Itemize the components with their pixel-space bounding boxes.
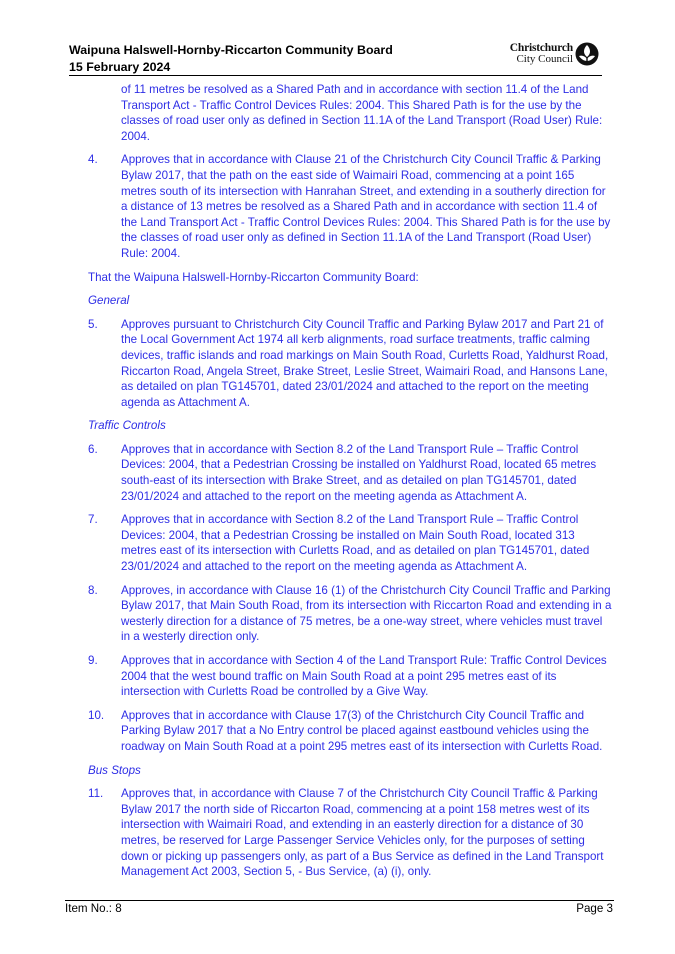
- item-text: Approves, in accordance with Clause 16 (1) of the Christchurch City Council Traffic and Parking Bylaw 2017, that Main South Road, from its intersection with Riccarton Road and extending in a westerly direction for a distance of 75 metres, be a one-way street, where vehicles must travel in a westerly direction only.: [121, 583, 612, 644]
- item-number: 9.: [88, 654, 98, 667]
- page-header: [69, 42, 599, 84]
- christchurch-leaf-logo-icon: [575, 42, 599, 66]
- item-text: Approves that in accordance with Clause 21 of the Christchurch City Council Traffic & Parking Bylaw 2017, that the path on the east side of Waimairi Road, commencing at a point 165 metres south of its intersection with Hanrahan Street, and extending in a southerly direction for a distance of 13 metres be resolved as a Shared Path and in accordance with section 11.4 of the Land Transport Act - Traffic Control Devices Rules: 2004. This Shared Path is for the use by the classes of road user only as defined in Section 11.1A of the Land Transport (Road User) Rule: 2004.: [121, 153, 611, 260]
- section-heading-general: General: [88, 294, 130, 308]
- item-text: Approves that in accordance with Clause 17(3) of the Christchurch City Council Traffic and Parking Bylaw 2017 that a No Entry control be placed against eastbound vehicles using the roadway on Main South Road at a point 295 metres east of its intersection with Curletts Road.: [121, 708, 603, 753]
- header-divider: [69, 75, 602, 76]
- item-text: Approves that in accordance with Section 4 of the Land Transport Rule: Traffic Control Devices 2004 that the west bound traffic on Main South Road at a point 295 metres east of its intersection with Curletts Road be controlled by a Give Way.: [121, 654, 607, 699]
- item-text: Approves that in accordance with Section 8.2 of the Land Transport Rule – Traffic Control Devices: 2004, that a Pedestrian Crossing be installed on Yaldhurst Road, located 65 metres south-east of its intersection with Brake Street, and as detailed on plan TG145701, dated 23/01/2024 and attached to the report on the meeting agenda as Attachment A.: [121, 442, 597, 503]
- item-number: 6.: [88, 442, 98, 456]
- section-heading-traffic-controls: Traffic Controls: [88, 419, 166, 433]
- list-item: [88, 152, 612, 261]
- item-text: Approves that, in accordance with Clause 7 of the Christchurch City Council Traffic & Parking Bylaw 2017 the north side of Riccarton Road, commencing at a point 158 metres west of its intersection with Waimairi Road, and extending in an easterly direction for a distance of 30 metres, be reserved for Large Passenger Service Vehicles only, for the purposes of setting down or picking up passengers only, as part of a Bus Service as defined in the Land Transport Management Act 2003, Section 5, - Bus Service, (a) (i), only.: [121, 787, 604, 879]
- logo-text-line1: Christchurch: [509, 42, 573, 54]
- item-number: 5.: [88, 317, 98, 331]
- item-text: Approves pursuant to Christchurch City Council Traffic and Parking Bylaw 2017 and Part 21 of the Local Government Act 1974 all kerb alignments, road surface treatments, traffic calming devices, traffic islands and road markings on Main South Road, Curletts Road, Yaldhurst Road, Riccarton Road, Angela Street, Brake Street, Leslie Street, Waimairi Road, and Hansons Lane, as detailed on plan TG145701, dated 23/01/2024 and attached to the report on the meeting agenda as Attachment A.: [121, 317, 609, 409]
- list-item: [88, 317, 612, 411]
- item-number: 10.: [88, 708, 105, 722]
- item-text: Approves that in accordance with Section 8.2 of the Land Transport Rule – Traffic Control Devices: 2004, that a Pedestrian Crossing be installed on Main South Road, located 313 metres east of its intersection with Curletts Road, and as detailed on plan TG145701, dated 23/01/2024 and attached to the report on the meeting agenda as Attachment A.: [121, 513, 590, 574]
- item-number: 4.: [88, 153, 98, 167]
- list-item: [88, 512, 612, 574]
- list-item: [88, 653, 612, 700]
- logo-text-line2: City Council: [516, 53, 573, 65]
- item-number: 8.: [88, 583, 98, 597]
- list-item: [88, 708, 612, 755]
- item-number: 11.: [88, 787, 104, 801]
- list-item: [88, 583, 612, 645]
- list-item: [88, 786, 612, 880]
- continued-paragraph: of 11 metres be resolved as a Shared Path and in accordance with section 11.4 of the Land Transport Act - Traffic Control Devices Rules: 2004. This Shared Path is for the use by the classes of road user only as defined in Section 11.1A of the Land Transport (Road User) Rule: 2004.: [121, 83, 603, 143]
- board-name: Waipuna Halswell-Hornby-Riccarton Community Board: [69, 43, 393, 57]
- resolution-content: [88, 82, 612, 888]
- council-logo: [497, 42, 599, 68]
- item-number-footer: Item No.: 8: [65, 902, 122, 915]
- board-statement: That the Waipuna Halswell-Hornby-Riccarton Community Board:: [88, 270, 419, 284]
- list-item: [88, 442, 612, 504]
- meeting-date: 15 February 2024: [69, 60, 171, 74]
- item-number: 7.: [88, 513, 98, 527]
- section-heading-bus-stops: Bus Stops: [88, 763, 141, 777]
- footer-divider: [65, 900, 614, 901]
- page-number: Page 3: [576, 902, 613, 915]
